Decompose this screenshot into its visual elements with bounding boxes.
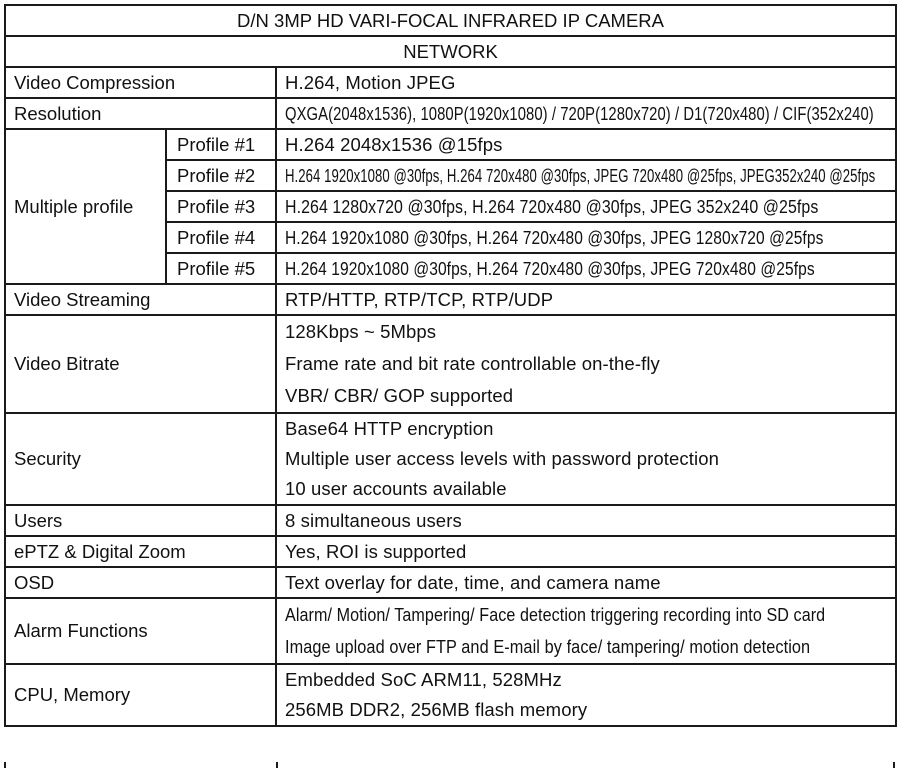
row-label: Video Bitrate xyxy=(5,315,276,413)
table-continuation xyxy=(4,762,895,768)
profile-value xyxy=(276,191,896,222)
alarm-line-text: Alarm/ Motion/ Tampering/ Face detection triggering recording into SD card xyxy=(285,604,826,625)
row-value xyxy=(276,664,896,726)
profile-2-value: H.264 1920x1080 @30fps, H.264 720x480 @30fps, JPEG 720x480 @25fps, JPEG352x240 @25fps xyxy=(285,164,876,186)
row-value: RTP/HTTP, RTP/TCP, RTP/UDP xyxy=(276,284,896,315)
row-label: ePTZ & Digital Zoom xyxy=(5,536,276,567)
table-row-video-bitrate xyxy=(5,315,896,413)
bitrate-line: Frame rate and bit rate controllable on-the-fly xyxy=(285,353,660,374)
profile-value xyxy=(276,253,896,284)
table-row-eptz xyxy=(5,536,896,567)
row-label: Multiple profile xyxy=(5,129,166,284)
row-value: Yes, ROI is supported xyxy=(276,536,896,567)
security-line: 10 user accounts available xyxy=(285,478,507,499)
profile-name: Profile #1 xyxy=(166,129,276,160)
table-row-alarm xyxy=(5,598,896,664)
row-value xyxy=(276,98,896,129)
table-row-security xyxy=(5,413,896,505)
row-label: Alarm Functions xyxy=(5,598,276,664)
cpu-line: 256MB DDR2, 256MB flash memory xyxy=(285,699,588,720)
alarm-line xyxy=(285,631,895,663)
table-row-cpu xyxy=(5,664,896,726)
table-row-users xyxy=(5,505,896,536)
table-row-profile-1 xyxy=(5,129,896,160)
profile-3-value: H.264 1280x720 @30fps, H.264 720x480 @30fps, JPEG 352x240 @25fps xyxy=(285,195,819,217)
alarm-line xyxy=(285,599,895,631)
section-row xyxy=(5,36,896,67)
table-row-osd xyxy=(5,567,896,598)
profile-value xyxy=(276,222,896,253)
security-line: Multiple user access levels with password protection xyxy=(285,448,719,469)
profile-value xyxy=(276,160,896,191)
profile-value: H.264 2048x1536 @15fps xyxy=(276,129,896,160)
row-label: Users xyxy=(5,505,276,536)
profile-4-value: H.264 1920x1080 @30fps, H.264 720x480 @30fps, JPEG 1280x720 @25fps xyxy=(285,226,824,248)
column-divider xyxy=(276,762,278,768)
profile-name: Profile #2 xyxy=(166,160,276,191)
bitrate-line: VBR/ CBR/ GOP supported xyxy=(285,385,514,406)
row-value xyxy=(276,598,896,664)
table-row-resolution xyxy=(5,98,896,129)
table-row-video-streaming xyxy=(5,284,896,315)
row-value xyxy=(276,413,896,505)
table-title: D/N 3MP HD VARI-FOCAL INFRARED IP CAMERA xyxy=(5,5,896,36)
title-row xyxy=(5,5,896,36)
table-row-video-compression xyxy=(5,67,896,98)
profile-5-value: H.264 1920x1080 @30fps, H.264 720x480 @30fps, JPEG 720x480 @25fps xyxy=(285,257,815,279)
alarm-line-text: Image upload over FTP and E-mail by face/ tampering/ motion detection xyxy=(285,636,811,657)
row-label: Video Streaming xyxy=(5,284,276,315)
row-label: Resolution xyxy=(5,98,276,129)
row-value xyxy=(276,315,896,413)
cpu-line: Embedded SoC ARM11, 528MHz xyxy=(285,669,562,690)
row-value: 8 simultaneous users xyxy=(276,505,896,536)
row-value: Text overlay for date, time, and camera name xyxy=(276,567,896,598)
row-label: OSD xyxy=(5,567,276,598)
row-label: Security xyxy=(5,413,276,505)
section-heading: NETWORK xyxy=(5,36,896,67)
profile-name: Profile #4 xyxy=(166,222,276,253)
row-value: H.264, Motion JPEG xyxy=(276,67,896,98)
bitrate-line: 128Kbps ~ 5Mbps xyxy=(285,321,437,342)
row-label: Video Compression xyxy=(5,67,276,98)
resolution-value: QXGA(2048x1536), 1080P(1920x1080) / 720P(1280x720) / D1(720x480) / CIF(352x240) xyxy=(285,102,874,124)
security-line: Base64 HTTP encryption xyxy=(285,418,494,439)
row-label: CPU, Memory xyxy=(5,664,276,726)
profile-name: Profile #3 xyxy=(166,191,276,222)
spec-table xyxy=(4,4,897,727)
profile-name: Profile #5 xyxy=(166,253,276,284)
